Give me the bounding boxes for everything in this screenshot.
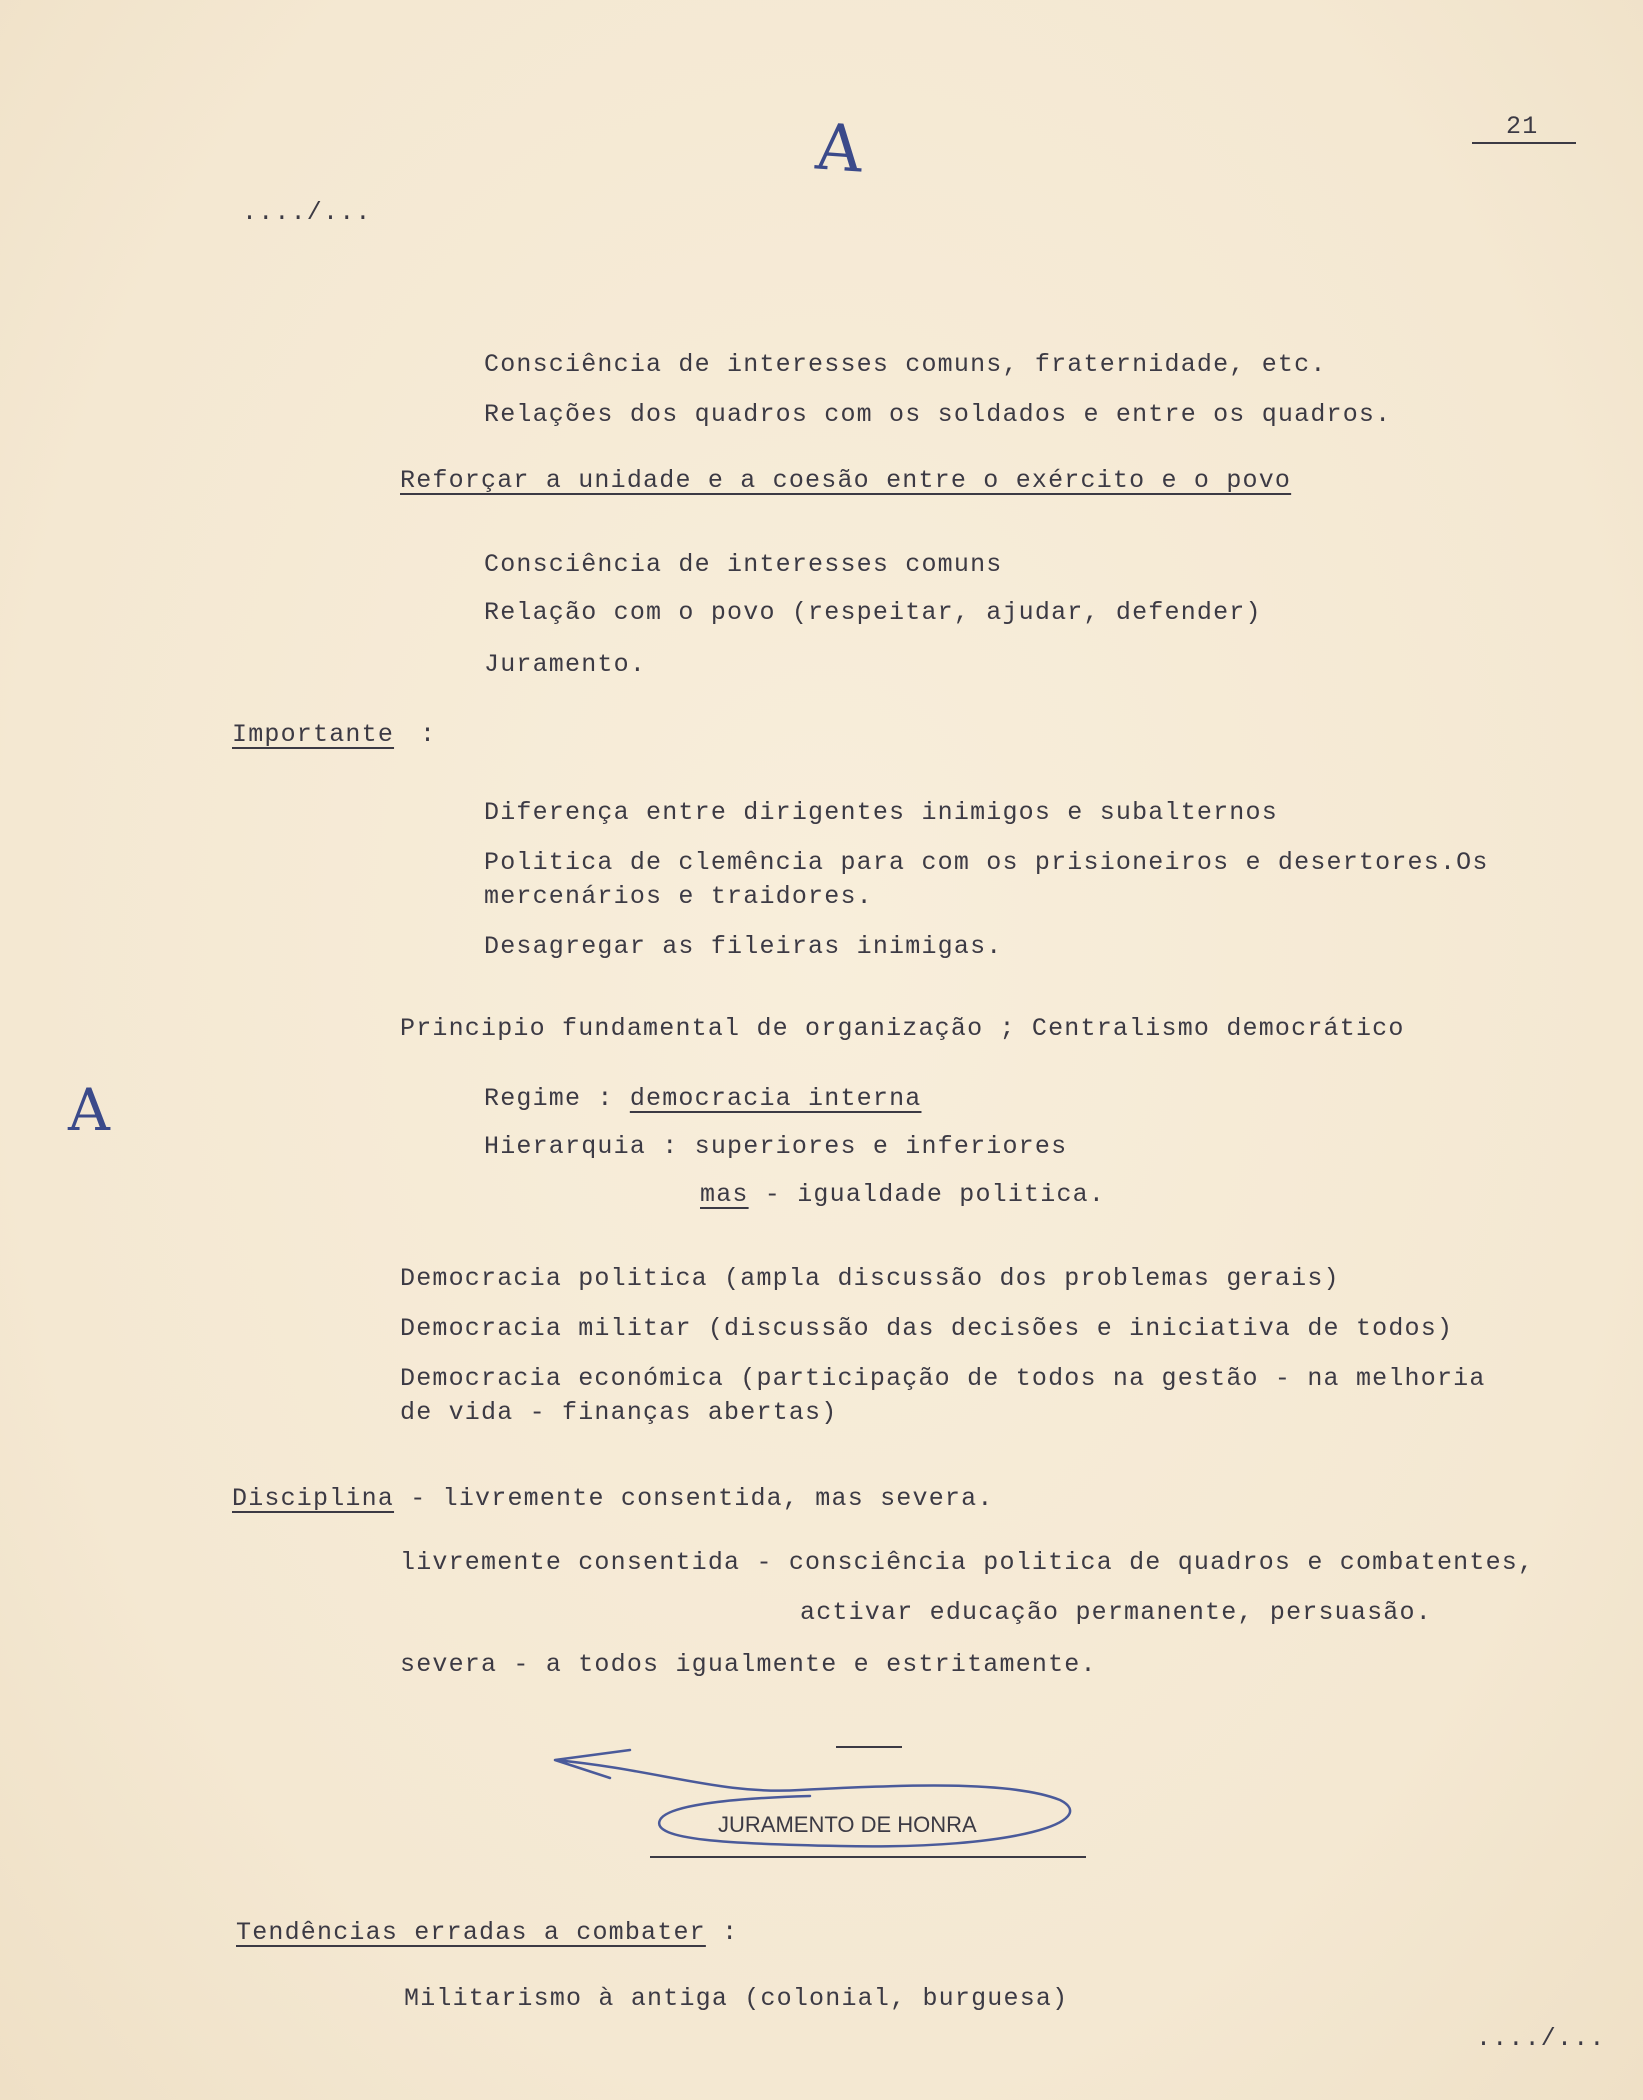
disciplina-heading: Disciplina (232, 1484, 395, 1513)
text-line: mercenários e traidores. (484, 882, 873, 911)
page-number: 21 (1506, 112, 1539, 141)
handwritten-mark-margin: A (68, 1076, 110, 1144)
disciplina-line (232, 1484, 994, 1514)
hierarquia-line: Hierarquia : superiores e inferiores (484, 1132, 1068, 1161)
page-number-rule (1472, 142, 1576, 144)
regime-label: Regime : (484, 1084, 630, 1113)
continuation-mark-top: ..../... (242, 198, 372, 227)
mas-rest: - igualdade politica. (748, 1180, 1106, 1209)
text-line: Militarismo à antiga (colonial, burguesa) (404, 1984, 1069, 2013)
text-line: Desagregar as fileiras inimigas. (484, 932, 1003, 961)
text-line: Democracia económica (participação de todos na gestão - na melhoria (400, 1364, 1486, 1393)
heading-colon: : (420, 720, 437, 749)
handwritten-mark-top: A (813, 110, 865, 188)
principio-line: Principio fundamental de organização ; Centralismo democrático (400, 1014, 1405, 1043)
juramento-rule (650, 1856, 1086, 1858)
text-line: Diferença entre dirigentes inimigos e subalternos (484, 798, 1278, 827)
text-line: Democracia politica (ampla discussão dos problemas gerais) (400, 1264, 1340, 1293)
disciplina-rest: - livremente consentida, mas severa. (394, 1484, 994, 1513)
text-line: severa - a todos igualmente e estritamente. (400, 1650, 1097, 1679)
regime-value: democracia interna (629, 1084, 922, 1113)
text-line: Democracia militar (discussão das decisões e iniciativa de todos) (400, 1314, 1454, 1343)
text-line: Politica de clemência para com os prisioneiros e desertores.Os (484, 848, 1489, 877)
section-heading-importante: Importante (232, 720, 395, 749)
text-line: Relações dos quadros com os soldados e entre os quadros. (484, 400, 1392, 429)
text-line: de vida - finanças abertas) (400, 1398, 838, 1427)
text-line: Consciência de interesses comuns (484, 550, 1003, 579)
text-line: Relação com o povo (respeitar, ajudar, defender) (484, 598, 1262, 627)
tendencias-heading: Tendências erradas a combater (236, 1918, 706, 1947)
section-heading-reforcar: Reforçar a unidade e a coesão entre o exército e o povo (400, 466, 1292, 495)
text-line: Consciência de interesses comuns, fraternidade, etc. (484, 350, 1327, 379)
regime-line (484, 1084, 921, 1114)
juramento-heading: JURAMENTO DE HONRA (718, 1812, 977, 1837)
text-line: Juramento. (484, 650, 647, 679)
mas-line (700, 1180, 1105, 1210)
heading-colon: : (722, 1918, 739, 1947)
mas-word: mas (700, 1180, 749, 1209)
text-line: activar educação permanente, persuasão. (800, 1598, 1432, 1627)
text-line: livremente consentida - consciência politica de quadros e combatentes, (400, 1548, 1535, 1577)
tendencias-line (236, 1918, 738, 1948)
hand-drawn-circle (540, 1740, 1100, 1860)
continuation-mark-bottom: ..../... (1476, 2024, 1606, 2053)
